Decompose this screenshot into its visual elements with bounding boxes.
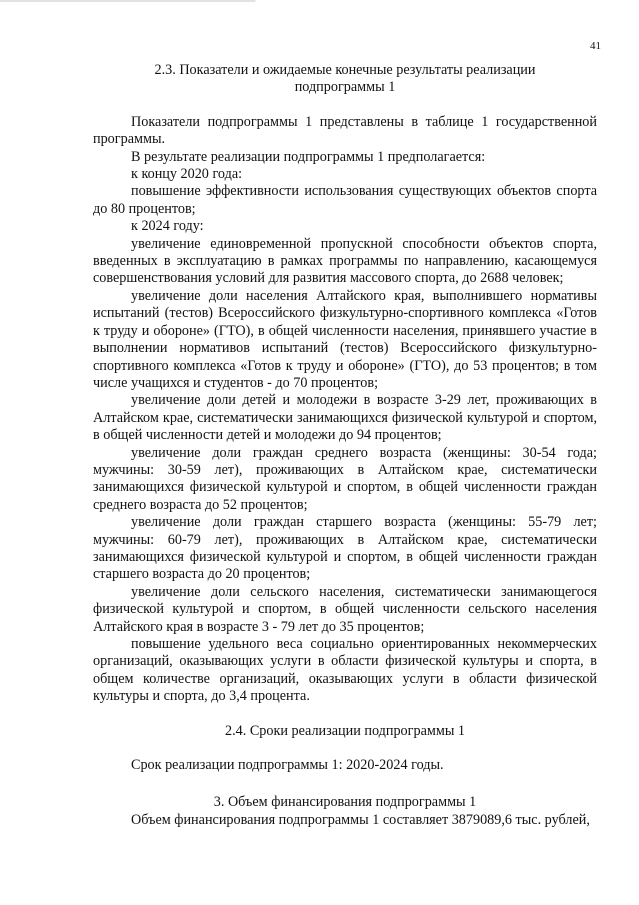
paragraph: В результате реализации подпрограммы 1 предполагается: [131,148,486,165]
paragraph: увеличение доли сельского населения, систематически занимающегося физической культурой и спортом, в общей численности сельского населения Алтайского края в возрасте 3 - 79 лет до 35 процентов; [93,583,597,635]
section-2-4-text: Срок реализации подпрограммы 1: 2020-2024 годы. [131,757,444,774]
paragraph: увеличение доли граждан старшего возраста (женщины: 55-79 лет; мужчины: 60-79 лет), проживающих в Алтайском крае, систематически занимающихся физической культурой и спортом, в общей численности граждан старшего возраста до 20 процентов; [93,514,597,583]
section-2-4-title: 2.4. Сроки реализации подпрограммы 1 [224,722,465,739]
paragraph: увеличение доли граждан среднего возраста (женщины: 30-54 года; мужчины: 30-59 лет), проживающих в Алтайском крае, систематически занимающихся физической культурой и спортом, в общей численности граждан среднего возраста до 52 процентов; [93,444,597,513]
section-3-text: Объем финансирования подпрограммы 1 составляет 3879089,6 тыс. рублей, [131,811,590,828]
page-content [93,62,597,829]
section-2-3-title-line2: подпрограммы 1 [294,79,396,96]
page-number: 41 [590,40,601,52]
scan-edge-mark [0,0,639,2]
paragraph: к 2024 году: [131,218,204,235]
section-3-title: 3. Объем финансирования подпрограммы 1 [213,794,477,811]
paragraph: увеличение доли населения Алтайского края, выполнившего нормативы испытаний (тестов) Всероссийского физкультурно-спортивного комплекса «Готов к труду и обороне» (ГТО), в общей численности населения, принявшего участие в выполнении нормативов испытаний (тестов) Всероссийского физкультурно-спортивного комплекса «Готов к труду и обороне» (ГТО), до 53 процентов; в том числе учащихся и студентов - до 70 процентов; [93,287,597,391]
paragraph: Показатели подпрограммы 1 представлены в таблице 1 государственной программы. [93,113,597,148]
paragraph: к концу 2020 года: [131,166,243,183]
paragraph: увеличение доли детей и молодежи в возрасте 3-29 лет, проживающих в Алтайском крае, систематически занимающихся физической культурой и спортом, в общей численности детей и молодежи до 94 процентов; [93,392,597,444]
paragraph: увеличение единовременной пропускной способности объектов спорта, введенных в эксплуатацию в рамках программы по направлению, касающемуся совершенствования условий для развития массового спорта, до 2688 человек; [93,235,597,287]
section-2-3-heading [93,62,597,97]
paragraph: повышение удельного веса социально ориентированных некоммерческих организаций, оказывающих услуги в области физической культуры и спорта, в общем количестве организаций, оказывающих услуги в области физической культуры и спорта, до 3,4 процента. [93,636,597,705]
paragraph: повышение эффективности использования существующих объектов спорта до 80 процентов; [93,183,597,217]
section-2-3-title-line1: 2.3. Показатели и ожидаемые конечные результаты реализации [154,62,536,78]
